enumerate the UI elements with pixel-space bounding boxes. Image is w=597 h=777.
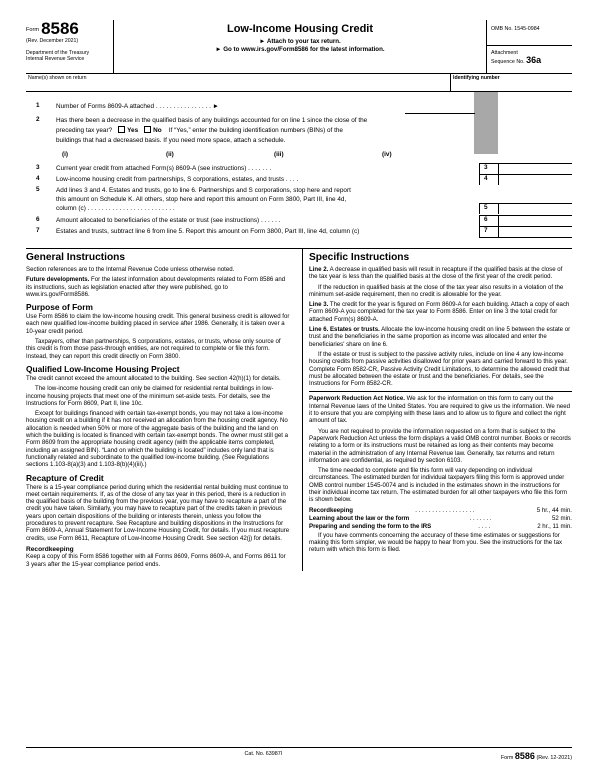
future-developments-text: For the latest information about developments related to Form 8586 and its instructions, such as legislation enacted after they were published, go to www.irs.gov/Form8586. xyxy=(26,276,286,298)
form-title: Low-Income Housing Credit xyxy=(226,23,374,35)
line-1-input[interactable] xyxy=(405,113,475,114)
leader-dots: . . . . xyxy=(478,523,491,531)
paperwork-label: Paperwork Reduction Act Notice. xyxy=(309,395,405,403)
line-6-text: Amount allocated to beneficiaries of the estate or trust (see instructions) . . . . . . xyxy=(56,217,281,224)
line-7-amount[interactable] xyxy=(499,226,572,238)
attach-instruction: ► Attach to your tax return. xyxy=(259,38,341,45)
burden-value: 2 hr., 11 min. xyxy=(537,523,572,531)
line-2-question-text: preceding tax year? xyxy=(56,127,113,134)
no-label: No xyxy=(153,127,162,134)
qualified-project-heading: Qualified Low-Income Housing Project xyxy=(26,363,180,374)
catalog-number: Cat. No. 63987I xyxy=(244,751,283,757)
line-6-box-number: 6 xyxy=(479,215,499,226)
line-7-box-number: 7 xyxy=(479,226,499,238)
line-6-body: Allocate the low-income housing credit on line 5 between the estate or trust and the beneficiaries in the same proportion as income was allocated and enter the beneficiaries' share on line 6. xyxy=(309,326,571,348)
line-7-text: Estates and trusts, subtract line 6 from line 5. Report this amount on Form 3800, Part III, line 4d, column (c) xyxy=(56,228,360,235)
burden-value: 5 hr., 44 min. xyxy=(536,506,572,514)
burden-preparing xyxy=(309,523,572,530)
line-6-amount[interactable] xyxy=(499,215,572,226)
line-3-label: Line 3. xyxy=(309,301,329,309)
line-number: 5 xyxy=(36,186,40,193)
form-footer xyxy=(26,747,572,761)
sequence-number: 36a xyxy=(526,54,542,65)
line-4-amount[interactable] xyxy=(499,174,572,185)
line-3-amount[interactable] xyxy=(499,163,572,174)
line-2-body: A decrease in qualified basis will result in recapture if the qualified basis at the close of the tax year is less than the qualified basis at the close of the first year of the credit period. xyxy=(309,266,563,281)
line-3-body: The credit for the year is figured on Form 8609-A for each building. Attach a copy of each Form 8609-A you completed for the tax year to Form 8586. Enter on line 3 the total credit for attached Form(s) 8609-A. xyxy=(309,301,570,323)
bin-iv-label: (iv) xyxy=(382,151,392,158)
footer-revision: (Rev. 12-2021) xyxy=(536,755,572,761)
specific-instructions-heading: Specific Instructions xyxy=(309,252,410,263)
form-number: 8586 xyxy=(41,19,79,38)
omb-number: OMB No. 1545-0984 xyxy=(487,20,572,46)
recapture-text: There is a 15-year compliance period during which the residential rental building must continue to meet certain requirements. If, as of the close of any tax year in this period, there is a reduction in the qualified basis of the building from the previous year, you may have to recapture a part of the credit you have taken. Similarly, you may have to recapture part of the credits taken in previous years upon certain dispositions of the building or interests therein, unless you follow the procedures to prevent recapture. See Recapture and building dispositions in the Instructions for Form 8609-A, Annual Statement for Low-Income Housing Credit, for details. If you must recapture credits, use Form 8611, Recapture of Low-Income Housing Credit. See section 42(j) for details. xyxy=(26,483,290,542)
line-3-instruction xyxy=(309,301,572,323)
time-burden-text: The time needed to complete and file this form will vary depending on individual circumstances. The estimated burden for individual taxpayers filing this form is approved under OMB control number 1545-0074 and is included in the estimates shown in the instructions for their individual income tax return. The estimated burden for all other taxpayers who file this form is shown below. xyxy=(309,467,567,504)
purpose-heading: Purpose of Form xyxy=(26,302,94,313)
taxpayers-text: Taxpayers, other than partnerships, S corporations, estates, or trusts, whose only source of this credit is from those pass-through entities, are not required to complete or file this form. Instead, they can report this credit directly on Form 3800. xyxy=(26,338,281,360)
general-instructions-heading: General Instructions xyxy=(26,252,126,263)
leader-dots: . . . . . . . . . . . . . . . . . . xyxy=(415,506,475,514)
instructions xyxy=(26,248,572,571)
bin-i-label: (i) xyxy=(62,151,69,158)
form-id-block xyxy=(26,20,114,73)
line-3-text: Current year credit from attached Form(s) 8609-A (see instructions) . . . . . . . xyxy=(56,165,272,172)
irs-label: Internal Revenue Service xyxy=(26,56,85,63)
bin-iii-label: (iii) xyxy=(274,151,284,158)
line-2-instruction xyxy=(309,266,572,281)
line-5-text-b: this amount on Schedule K. All others, stop here and report this amount on Form 3800, Part III, line 4d, xyxy=(56,196,347,203)
department: Department of the Treasury xyxy=(26,50,90,56)
future-developments-label: Future developments. xyxy=(26,276,90,284)
section-references: Section references are to the Internal Revenue Code unless otherwise noted. xyxy=(26,266,235,273)
line-number: 3 xyxy=(36,164,40,171)
footer-form-id xyxy=(501,751,572,761)
allocation-text: Except for buildings financed with certain tax-exempt bonds, you may not take a low-income housing credit on a building if it has not received an allocation from the housing credit agency. No allocation is needed when 50% or more of the aggregate basis of the building and the land on which the building is located is financed with certain tax-exempt bonds. The owner must still get a Form 8609 from the appropriate housing credit agency (with the applicable items completed, including an assigned BIN). “Land on which the building is located” includes only land that is functionally related and subordinate to the qualified low-income building. (See Regulations sections 1.103-8(a)(3) and 1.103-8(b)(4)(iii).) xyxy=(26,410,289,469)
footer-form-number: 8586 xyxy=(514,751,535,761)
line-5-amount[interactable] xyxy=(499,203,572,214)
recordkeeping-heading: Recordkeeping xyxy=(26,545,74,553)
footer-form-label: Form xyxy=(500,755,514,761)
comments-text: If you have comments concerning the accuracy of these time estimates or suggestions for making this form simpler, we would be happy to hear from you. See the instructions for the tax return with which this form is filed. xyxy=(309,531,563,554)
leader-dots: . . . . . . . xyxy=(469,514,492,522)
yes-label: Yes xyxy=(127,127,139,134)
left-column xyxy=(26,249,296,571)
burden-value: 52 min. xyxy=(552,514,572,522)
form-title-block xyxy=(114,20,486,73)
website-instruction: ► Go to www.irs.gov/Form8586 for the latest information. xyxy=(215,46,385,53)
line-2-text: Has there been a decrease in the qualified basis of any buildings accounted for on line 1 since the close of the xyxy=(56,117,368,124)
id-label: Identifying number xyxy=(453,75,500,81)
bin-ii-label: (ii) xyxy=(166,151,174,158)
line-4-box-number: 4 xyxy=(479,174,499,185)
yes-checkbox[interactable] xyxy=(118,126,125,133)
line-2-label: Line 2. xyxy=(309,266,329,273)
burden-recordkeeping xyxy=(309,507,572,514)
credit-limit-text: The credit cannot exceed the amount allocated to the building. See section 42(h)(1) for details. xyxy=(26,374,281,382)
line-number: 7 xyxy=(36,227,40,234)
line-6-label: Line 6. Estates or trusts. xyxy=(309,326,380,334)
recapture-heading: Recapture of Credit xyxy=(26,472,104,483)
set-aside-violation: If the reduction in qualified basis at the close of the tax year also results in a violation of the minimum set-aside requirement, then no credit is allowable for the year. xyxy=(309,283,564,298)
line-5-text-c: column (c) . . . . . . . . . . . . . . . . . . . . . . . . . xyxy=(56,205,175,212)
line-2-question xyxy=(56,126,343,135)
set-aside-text: The low-income housing credit can only be claimed for residential rental buildings in low-income housing projects that meet one of the minimum set-aside tests. For details, see the Instructions for Form 8609, Part II, line 10c. xyxy=(26,385,274,407)
divider xyxy=(309,391,572,392)
line-number: 2 xyxy=(36,116,40,123)
form-word: Form xyxy=(26,27,40,33)
burden-label: Recordkeeping xyxy=(309,506,354,514)
paperwork-body: We ask for the information on this form to carry out the Internal Revenue laws of the United States. You are required to give us the information. We need it to ensure that you are complying with these laws and to allow us to figure and collect the right amount of tax. xyxy=(309,395,571,425)
burden-learning xyxy=(309,515,572,522)
form-page xyxy=(26,20,572,760)
name-row xyxy=(26,74,572,92)
omb-block xyxy=(486,20,572,73)
burden-label: Preparing and sending the form to the IRS xyxy=(309,523,432,531)
shaded-column xyxy=(474,92,498,154)
line-5-box-number: 5 xyxy=(479,203,499,214)
line-number: 6 xyxy=(36,216,40,223)
line-1-text: Number of Forms 8609-A attached . . . . . . . . . . . . . . . . ► xyxy=(56,103,219,110)
line-number: 1 xyxy=(36,102,40,109)
future-developments xyxy=(26,276,290,298)
line-6-instruction xyxy=(309,326,572,348)
burden-label: Learning about the law or the form xyxy=(309,514,410,522)
right-column xyxy=(302,249,572,571)
line-number: 4 xyxy=(36,175,40,182)
line-2-instruction: If “Yes,” enter the building identification numbers (BINs) of the xyxy=(168,127,343,134)
line-5-text-a: Add lines 3 and 4. Estates and trusts, go to line 6. Partnerships and S corporations, stop here and report xyxy=(56,187,351,194)
no-checkbox[interactable] xyxy=(144,126,151,133)
name-field[interactable] xyxy=(26,74,450,91)
recordkeeping-text: Keep a copy of this Form 8586 together with all Forms 8609, Forms 8609-A, and Forms 8611 for 3 years after the 15-year compliance period ends. xyxy=(26,553,286,568)
line-3-box-number: 3 xyxy=(479,163,499,174)
attachment-label: Attachment xyxy=(491,50,518,56)
name-label: Name(s) shown on return xyxy=(28,75,87,81)
line-2-note: buildings that had a decreased basis. If you need more space, attach a schedule. xyxy=(56,137,286,144)
line-4-text: Low-income housing credit from partnerships, S corporations, estates, and trusts . . . . xyxy=(56,176,299,183)
form-revision: (Rev. December 2021) xyxy=(26,38,79,44)
passive-activity-text: If the estate or trust is subject to the passive activity rules, include on line 4 any low-income housing credits from passive activities disallowed for prior years and carried forward to this year. Complete Form 8582-CR, Passive Activity Credit Limitations, to determine the allowed credit that must be allocated between the estate or trust and the beneficiaries. For details, see the Instructions for Form 8582-CR. xyxy=(309,350,570,388)
omb-requirement-text: You are not required to provide the information requested on a form that is subject to the Paperwork Reduction Act unless the form displays a valid OMB control number. Books or records relating to a form or its instructions must be retained as long as their contents may become material in the administration of any Internal Revenue law. Generally, tax returns and return information are confidential, as required by section 6103. xyxy=(309,427,571,464)
sequence-label: Sequence No. xyxy=(491,58,525,65)
credit-lines xyxy=(26,92,572,252)
paperwork-notice xyxy=(309,395,572,424)
identifying-number-field[interactable] xyxy=(450,74,572,91)
form-header xyxy=(26,20,572,74)
purpose-text: Use Form 8586 to claim the low-income housing credit. This general business credit is allowed for each new qualified low-income building placed in service after 1986. Generally, it is taken over a 10-year credit period. xyxy=(26,313,290,335)
